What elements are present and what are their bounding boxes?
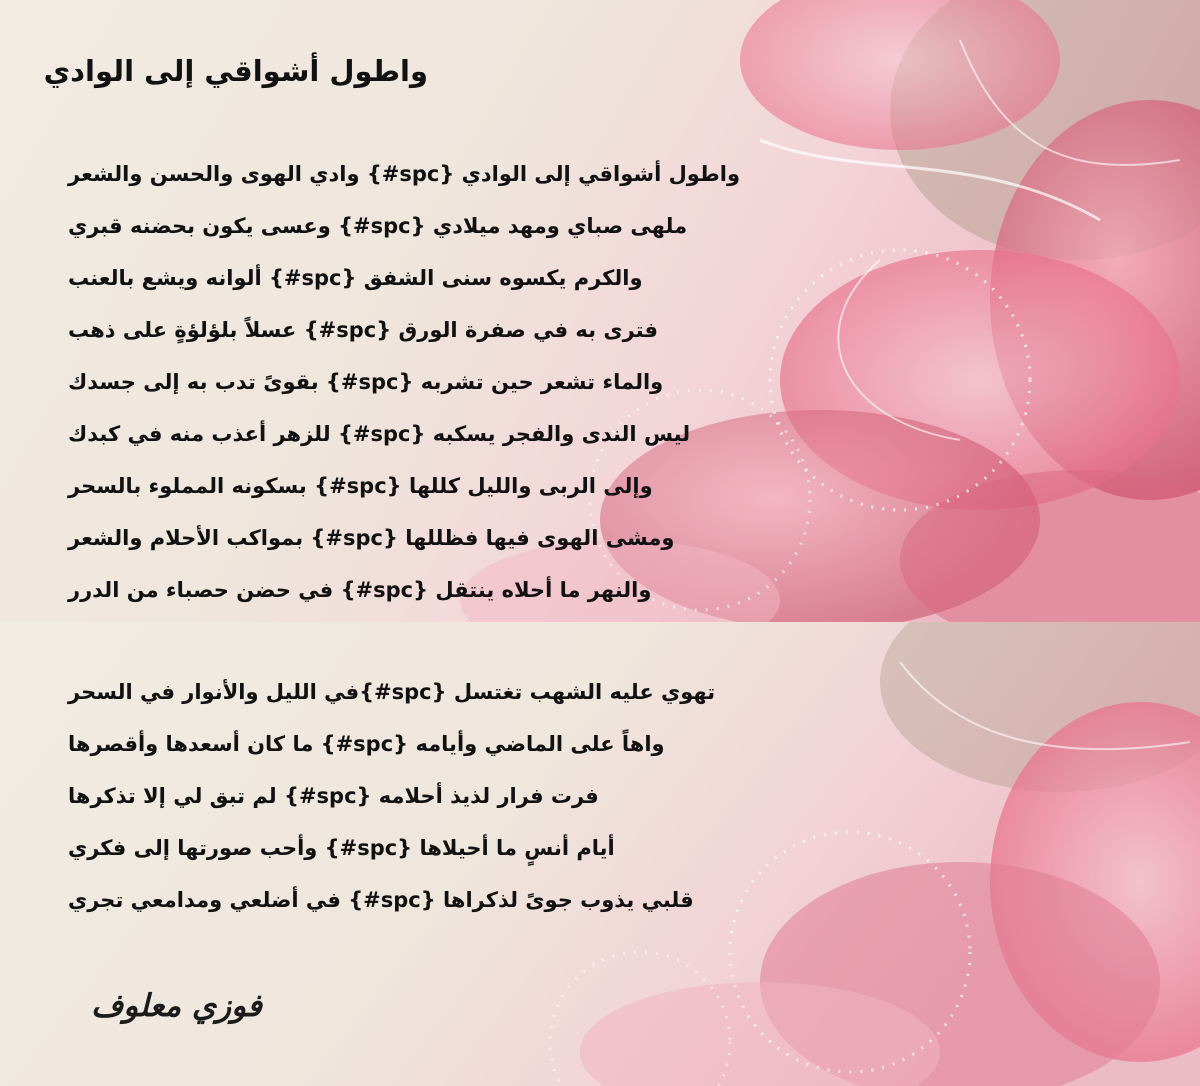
- verse-line: وأحب صورتها إلى فكري {#spc} أيام أنسٍ ما أحيلاها: [68, 836, 615, 860]
- verse-line: بقوىً تدب به إلى جسدك {#spc} والماء تشعر حين تشربه: [68, 370, 664, 394]
- verse-line: في الليل والأنوار في السحر{#spc} تهوي عليه الشهب تغتسل: [68, 680, 716, 704]
- verse-line: بسكونه المملوء بالسحر {#spc} وإلى الربى والليل كللها: [68, 474, 653, 498]
- verse-line: بمواكب الأحلام والشعر {#spc} ومشى الهوى فيها فظللها: [68, 526, 675, 550]
- verse-line: في أضلعي ومدامعي تجري {#spc} قلبي يذوب جوىً لذكراها: [68, 888, 694, 912]
- poet-signature: فوزي معلوف: [91, 988, 262, 1024]
- poem-title: واطول أشواقي إلى الوادي: [43, 54, 428, 88]
- verse-line: ما كان أسعدها وأقصرها {#spc} واهاً على الماضي وأيامه: [68, 732, 665, 756]
- verse-line: وعسى يكون بحضنه قبري {#spc} ملهى صباي ومهد ميلادي: [68, 214, 688, 238]
- verse-line: وادي الهوى والحسن والشعر {#spc} واطول أشواقي إلى الوادي: [68, 162, 741, 186]
- verse-line: عسلاً بلؤلؤةٍ على ذهب {#spc} فترى به في صفرة الورق: [68, 318, 658, 342]
- verse-line: لم تبق لي إلا تذكرها {#spc} فرت فرار لذيذ أحلامه: [68, 784, 599, 808]
- verse-line: للزهر أعذب منه في كبدك {#spc} ليس الندى والفجر يسكبه: [68, 422, 691, 446]
- verse-line: في حضن حصباء من الدرر {#spc} والنهر ما أحلاه ينتقل: [68, 578, 652, 602]
- verse-line: ألوانه ويشع بالعنب {#spc} والكرم يكسوه سنى الشفق: [68, 266, 643, 290]
